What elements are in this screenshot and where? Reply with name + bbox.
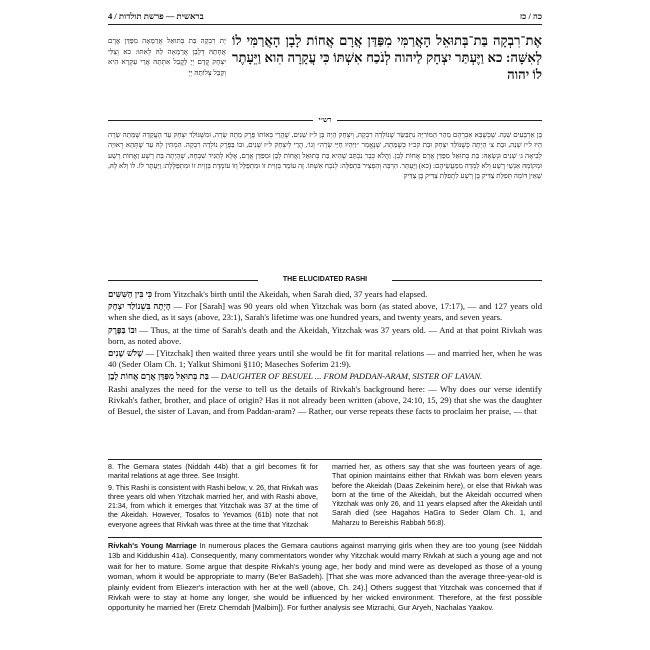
rashi-header-label: רש״י (313, 116, 338, 124)
running-head-left: 4 / בראשית — פרשת תולדות (108, 11, 204, 21)
book-page (108, 8, 542, 640)
torah-verse: אֶת־רִבְקָה בַּת־בְּתוּאֵל הָאֲרַמִּי מִפַּדַּן אֲרָם אֲחוֹת לָבָן הָאֲרַמִּי לוֹ לְאִשָּׁה: כא וַיֶּעְתַּר יִצְחָק לַיהוה לְנֹכַח אִשְׁתּוֹ כִּי עֲקָרָה הִוא וַיֵּעָתֶר לוֹ יהוה (232, 33, 542, 82)
dibbur-hamaschil: וּבוֹ בַּפֶּרֶק (108, 324, 137, 335)
rashi-header (108, 116, 542, 130)
elucidated-text: — Thus, at the time of Sarah's death and the Akeidah, Yitzchak was 37 years old. — And at that point Rivkah was born, as noted above. (108, 324, 543, 346)
running-head-right: כה / כז (519, 11, 542, 21)
insight-title: Rivkah's Young Marriage (108, 541, 197, 550)
dibbur-hamaschil: שָׁלֹשׁ שָׁנִים (108, 348, 144, 359)
elucidated-text: Rashi analyzes the need for the verse to tell us the details of Rivkah's background here: — Why does our verse identify Rivkah's father, brother, and place of origin? Has it not already been written (above, 24:10, 15, 29) that she was the daughter of Besuel, the sister of Lavan, and from Paddan-aram? — Rather, our verse repeats these facts to proclaim her praise, — that (108, 383, 542, 417)
dibbur-hamaschil: כִּי בִּין הַשִּׁשִּׁים (108, 289, 153, 299)
elucidated-rashi-header: THE ELUCIDATED RASHI (108, 276, 542, 286)
dibbur-hamaschil: הָיְתָה בִּשְׁנוֹלַד יִצְחָק (108, 301, 171, 312)
rashi-hebrew-text: בֶּן אַרְבָּעִים שָׁנָה. שֶׁכְּשֶׁבָּא אַבְרָהָם מֵהַר הַמּוֹרִיָּה נִתְבַּשֵּׂר שֶׁנּוֹלְדָה רִבְקָה, וְיִצְחָק הָיָה בֶּן ל״ז שָׁנִים, שֶׁהֲרֵי בְּאוֹתוֹ פֶּרֶק מֵתָה שָׂרָה, וּמִשֶּׁנּוֹלַד יִצְחָק עַד הָעֲקֵדָה שֶׁמֵּתָה שָׂרָה הָיוּ ל״ז שָׁנָה, וּבַת צ׳ הָיְתָה כְּשֶׁנּוֹלַד יִצְחָק וּבַת קכ״ז כְּשֶׁמֵּתָה, שֶׁנֶּאֱמַר ״וַיִּהְיוּ חַיֵּי שָׂרָה״ וְגוֹ׳, הֲרֵי לְיִצְחָק ל״ז שָׁנִים, וּבוֹ בַּפֶּרֶק נוֹלְדָה רִבְקָה. הִמְתִּין לָהּ עַד שֶׁתְּהֵא רְאוּיָה לְבִיאָה ג׳ שָׁנִים וּנְשָׂאָהּ: בַּת בְּתוּאֵל מִפַּדַּן אֲרָם אֲחוֹת לָבָן. וַהֲלֹא כְּבָר נִכְתַּב שֶׁהִיא בַּת בְּתוּאֵל וַאֲחוֹת לָבָן וּמִפַּדַּן אֲרָם, אֶלָּא לְהַגִּיד שִׁבְחָהּ, שֶׁהָיְתָה בַּת רָשָׁע וַאֲחוֹת רָשָׁע וּמְקוֹמָהּ אַנְשֵׁי רֶשַׁע וְלֹא לָמְדָה מִמַּעֲשֵׂיהֶם: (כא) וַיֶּעְתַּר. הִרְבָּה וְהִפְצִיר בִּתְפִלָּה: לְנֹכַח אִשְׁתּוֹ. זֶה עוֹמֵד בְּזָוִית זוֹ וּמִתְפַּלֵּל וְזוֹ עוֹמֶדֶת בְּזָוִית זוֹ וּמִתְפַּלֶּלֶת: וַיֵּעָתֶר לוֹ. לוֹ וְלֹא לָהּ, שֶׁאֵין דּוֹמָה תְּפִלַּת צַדִּיק בֶּן רָשָׁע לִתְפִלַּת צַדִּיק בֶּן צַדִּיק (108, 131, 542, 181)
insight-divider (108, 537, 542, 538)
notes-divider (108, 459, 542, 460)
running-head (108, 10, 542, 25)
footnote: married her, as others say that she was fourteen years of age. That opinion maintains either that Rivkah was born eleven years before the Akeidah (Daas Zekeinim here), or else that Rivkah was born at the time of the Akeidah, but the Akeidah occurred when Yitzchak was only 26, and 11 years elapsed after the Akeidah until Sarah died (see Hagahos HaGra to Seder Olam Ch. 1, and Maharzu to Bereishis Rabbah 56:8). (332, 463, 542, 527)
onkelos-translation: יָת רִבְקָה בַּת בְּתוּאֵל אֲרַמָּאָה מִפַּדַּן אֲרָם אֲחָתֵהּ דְּלָבָן אֲרַמָּאָה לֵהּ לְאִתּוּ: כא וְצַלִּי יִצְחָק קֳדָם יְיָ לָקֳבֵל אִתְּתֵהּ אֲרֵי עַקְרָא הִיא וְקַבֵּל צְלוֹתֵהּ יְיָ (108, 37, 226, 77)
elucidated-paragraph (108, 325, 542, 347)
elucidated-paragraph (108, 301, 542, 323)
insight-text: In numerous places the Gemara cautions against marrying girls when they are too young (see Niddah 13b and Kiddushin 41a). Consequently, many commentators wonder why Yitzchak would marry Rivkah at such a young age and not wait for her to mature. Some argue that despite Rivkah's young age, her body and mind were as developed as those of a young woman, whom it would be appropriate to marry (Be'er BaSadeh). [That she was more advanced than the average three-year-old is plainly evident from Eliezer's interaction with her at the well (above, Ch. 24).] Others suggest that Yitzchak was concerned that if Rivkah were to stay at home any longer, she would be influenced by her wicked environment. Therefore, at the first possible opportunity he married her (Eretz Chemdah [Malbim]). For further analysis see Mizrachi, Gur Aryeh, Nachalas Yaakov. (108, 541, 542, 613)
elucidated-paragraph (108, 289, 542, 300)
footnotes-right-column (332, 463, 542, 530)
elucidated-paragraph (108, 384, 542, 418)
elucidated-text: from Yitzchak's birth until the Akeidah, when Sarah died, 37 years had elapsed. (154, 289, 428, 299)
elucidated-text: — For [Sarah] was 90 years old when Yitzchak was born (as stated above, 17:17), — and 127 years old when she died, as it says (above, 23:1), Sarah's lifetime was one hundred years, and twenty years, and seven years. (108, 301, 542, 323)
elucidated-paragraph (108, 371, 542, 382)
elucidated-rashi (108, 289, 542, 418)
insight-box (108, 541, 542, 614)
footnotes-left-column (108, 463, 318, 532)
dibbur-hamaschil: בַּת בְּתוּאֵל מִפַּדַּן אֲרָם אֲחוֹת לָבָן (108, 371, 209, 382)
footnote: 8. The Gemara states (Niddah 44b) that a girl becomes fit for marital relations at age three. See Insight. (108, 463, 318, 481)
footnote: 9. This Rashi is consistent with Rashi below, v. 26, that Rivkah was three years old when Yitzchak married her, and with Rashi above, 21:34, from which it emerges that Yitzchak was 37 at the time of the Akeidah. However, Tosafos to Yevamos (61b) note that not everyone agrees that Rivkah was three at the time that Yitzchak (108, 483, 318, 529)
verse-section (108, 30, 542, 112)
elucidated-text: — [Yitzchak] then waited three years until she would be fit for marital relations — and married her, when he was 40 (Seder Olam Ch. 1; Yalkut Shimoni §110; Maseches Soferim 21:9). (108, 348, 542, 370)
elucidated-paragraph (108, 348, 542, 370)
elucidated-text: — DAUGHTER OF BESUEL ... FROM PADDAN-ARAM, SISTER OF LAVAN. (211, 371, 483, 382)
